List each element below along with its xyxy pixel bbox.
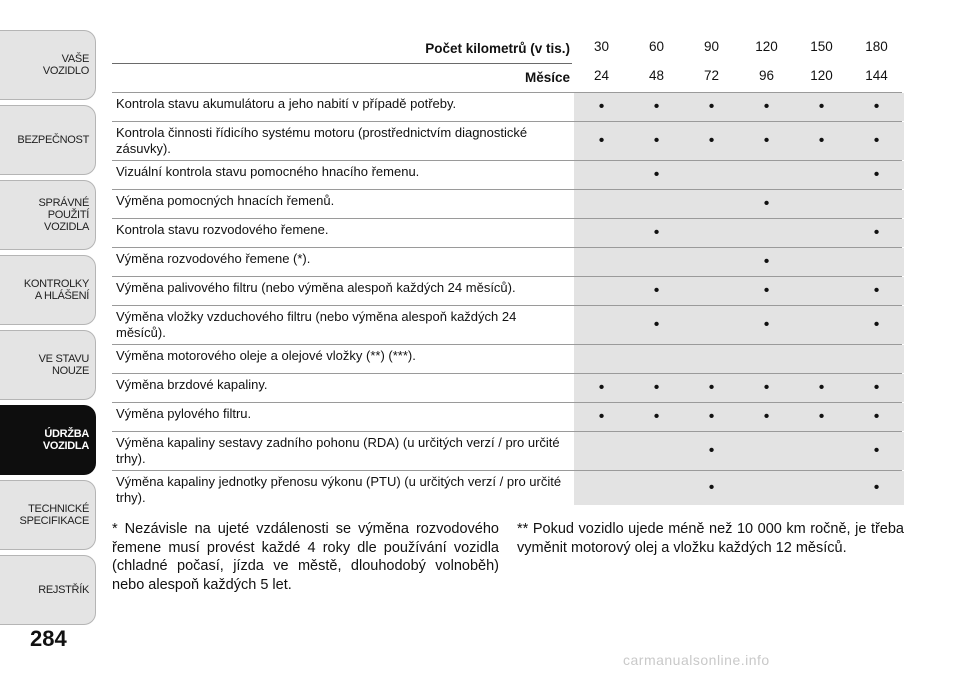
schedule-cell bbox=[574, 277, 629, 305]
schedule-cell bbox=[684, 345, 739, 373]
schedule-cell bbox=[794, 306, 849, 344]
table-body bbox=[112, 92, 902, 505]
months-header-label: Měsíce bbox=[524, 70, 570, 85]
schedule-cell bbox=[849, 248, 904, 276]
service-dot: • bbox=[708, 379, 715, 396]
schedule-cell bbox=[739, 93, 794, 121]
service-dot: • bbox=[598, 98, 605, 115]
schedule-cell bbox=[629, 93, 684, 121]
schedule-cell bbox=[629, 374, 684, 402]
table-row bbox=[112, 218, 902, 247]
schedule-cell bbox=[684, 374, 739, 402]
service-dot: • bbox=[708, 479, 715, 496]
month-value: 24 bbox=[593, 68, 610, 83]
row-label: Výměna kapaliny sestavy zadního pohonu (RDA) (u určitých verzí / pro určité trhy). bbox=[116, 435, 560, 466]
tab-kontrolky[interactable]: KONTROLKY A HLÁŠENÍ bbox=[0, 255, 96, 325]
month-value: 72 bbox=[703, 68, 720, 83]
service-dot: • bbox=[708, 98, 715, 115]
table-row bbox=[112, 344, 902, 373]
service-dot: • bbox=[598, 379, 605, 396]
row-label: Kontrola stavu rozvodového řemene. bbox=[116, 222, 329, 237]
schedule-cell bbox=[739, 432, 794, 470]
km-value: 30 bbox=[593, 39, 610, 54]
month-value: 120 bbox=[810, 68, 833, 83]
tab-ve-stavu-nouze[interactable]: VE STAVU NOUZE bbox=[0, 330, 96, 400]
tab-rejstrik[interactable]: REJSTŘÍK bbox=[0, 555, 96, 625]
service-dot: • bbox=[873, 479, 880, 496]
service-dot: • bbox=[763, 379, 770, 396]
service-dot: • bbox=[873, 224, 880, 241]
table-row bbox=[112, 373, 902, 402]
service-dot: • bbox=[873, 282, 880, 299]
service-dot: • bbox=[818, 132, 825, 149]
schedule-cell bbox=[629, 219, 684, 247]
schedule-cell bbox=[794, 93, 849, 121]
service-dot: • bbox=[873, 442, 880, 459]
row-label: Výměna palivového filtru (nebo výměna alespoň každých 24 měsíců). bbox=[116, 280, 516, 295]
row-label: Výměna pylového filtru. bbox=[116, 406, 252, 421]
service-dot: • bbox=[818, 408, 825, 425]
schedule-cell bbox=[849, 374, 904, 402]
schedule-cell bbox=[629, 345, 684, 373]
page-number: 284 bbox=[30, 626, 67, 651]
schedule-cell bbox=[849, 471, 904, 505]
km-value: 120 bbox=[755, 39, 778, 54]
schedule-cell bbox=[849, 219, 904, 247]
schedule-cell bbox=[629, 277, 684, 305]
schedule-cell bbox=[794, 374, 849, 402]
service-dot: • bbox=[763, 408, 770, 425]
schedule-cell bbox=[794, 277, 849, 305]
schedule-cell bbox=[574, 248, 629, 276]
watermark: carmanualsonline.info bbox=[623, 652, 770, 668]
service-dot: • bbox=[873, 316, 880, 333]
table-row bbox=[112, 160, 902, 189]
row-label: Výměna pomocných hnacích řemenů. bbox=[116, 193, 335, 208]
schedule-cell bbox=[574, 122, 629, 160]
schedule-cell bbox=[684, 432, 739, 470]
service-dot: • bbox=[818, 98, 825, 115]
table-row bbox=[112, 92, 902, 121]
schedule-cell bbox=[684, 471, 739, 505]
schedule-cell bbox=[794, 190, 849, 218]
schedule-cell bbox=[574, 345, 629, 373]
schedule-cell bbox=[794, 219, 849, 247]
service-dot: • bbox=[653, 282, 660, 299]
row-label: Kontrola činnosti řídicího systému motoru (prostřednictvím diagnostické zásuvky). bbox=[116, 125, 528, 156]
table-row bbox=[112, 470, 902, 505]
service-dot: • bbox=[873, 132, 880, 149]
tab-technicke-specifikace[interactable]: TECHNICKÉ SPECIFIKACE bbox=[0, 480, 96, 550]
tab-spravne-pouziti[interactable]: SPRÁVNÉ POUŽITÍ VOZIDLA bbox=[0, 180, 96, 250]
service-dot: • bbox=[873, 408, 880, 425]
service-dot: • bbox=[653, 224, 660, 241]
table-row bbox=[112, 431, 902, 470]
schedule-cell bbox=[684, 190, 739, 218]
schedule-cell bbox=[794, 248, 849, 276]
schedule-cell bbox=[849, 306, 904, 344]
service-dot: • bbox=[763, 316, 770, 333]
km-header-row bbox=[112, 34, 902, 63]
schedule-cell bbox=[629, 122, 684, 160]
service-dot: • bbox=[708, 442, 715, 459]
table-row bbox=[112, 276, 902, 305]
service-dot: • bbox=[818, 379, 825, 396]
schedule-cell bbox=[629, 161, 684, 189]
service-dot: • bbox=[873, 379, 880, 396]
table-row bbox=[112, 305, 902, 344]
km-value: 180 bbox=[865, 39, 888, 54]
service-dot: • bbox=[598, 408, 605, 425]
row-label: Výměna brzdové kapaliny. bbox=[116, 377, 268, 392]
km-header-label: Počet kilometrů (v tis.) bbox=[425, 41, 570, 56]
service-dot: • bbox=[708, 408, 715, 425]
schedule-cell bbox=[794, 471, 849, 505]
month-value: 144 bbox=[865, 68, 888, 83]
schedule-cell bbox=[629, 432, 684, 470]
service-dot: • bbox=[653, 132, 660, 149]
row-label: Vizuální kontrola stavu pomocného hnacího řemenu. bbox=[116, 164, 420, 179]
tab-udrzba-vozidla[interactable]: ÚDRŽBA VOZIDLA bbox=[0, 405, 96, 475]
schedule-cell bbox=[849, 345, 904, 373]
schedule-cell bbox=[684, 248, 739, 276]
schedule-cell bbox=[794, 161, 849, 189]
service-dot: • bbox=[873, 98, 880, 115]
schedule-cell bbox=[739, 190, 794, 218]
schedule-cell bbox=[739, 277, 794, 305]
service-dot: • bbox=[653, 316, 660, 333]
schedule-cell bbox=[849, 190, 904, 218]
schedule-cell bbox=[739, 471, 794, 505]
schedule-cell bbox=[739, 306, 794, 344]
schedule-cell bbox=[684, 219, 739, 247]
schedule-cell bbox=[849, 277, 904, 305]
schedule-cell bbox=[739, 403, 794, 431]
service-dot: • bbox=[598, 132, 605, 149]
row-label: Výměna rozvodového řemene (*). bbox=[116, 251, 311, 266]
row-label: Výměna motorového oleje a olejové vložky (**) (***). bbox=[116, 348, 416, 363]
note-timing-belt: * Nezávisle na ujeté vzdálenosti se výměna rozvodového řemene musí provést každé 4 roky dle používání vozidla (chladné počasí, jízda ve městě, dlouhodobý volnoběh) nebo alespoň každých 5 let. bbox=[112, 521, 499, 593]
schedule-cell bbox=[574, 219, 629, 247]
schedule-cell bbox=[739, 219, 794, 247]
schedule-cell bbox=[574, 161, 629, 189]
schedule-cell bbox=[849, 432, 904, 470]
schedule-cell bbox=[574, 306, 629, 344]
schedule-cell bbox=[684, 306, 739, 344]
schedule-cell bbox=[739, 122, 794, 160]
service-dot: • bbox=[763, 282, 770, 299]
row-label: Výměna kapaliny jednotky přenosu výkonu (PTU) (u určitých verzí / pro určité trhy). bbox=[116, 474, 562, 505]
service-dot: • bbox=[653, 379, 660, 396]
months-header-row bbox=[112, 63, 902, 92]
schedule-cell bbox=[794, 122, 849, 160]
service-dot: • bbox=[763, 98, 770, 115]
table-row bbox=[112, 121, 902, 160]
schedule-cell bbox=[629, 306, 684, 344]
schedule-cell bbox=[794, 403, 849, 431]
month-value: 96 bbox=[758, 68, 775, 83]
schedule-cell bbox=[684, 161, 739, 189]
schedule-cell bbox=[629, 403, 684, 431]
schedule-cell bbox=[684, 93, 739, 121]
tab-vase-vozidlo[interactable]: VAŠE VOZIDLO bbox=[0, 30, 96, 100]
schedule-cell bbox=[739, 374, 794, 402]
row-label: Výměna vložky vzduchového filtru (nebo výměna alespoň každých 24 měsíců). bbox=[116, 309, 517, 340]
tab-bezpecnost[interactable]: BEZPEČNOST bbox=[0, 105, 96, 175]
schedule-cell bbox=[739, 161, 794, 189]
service-dot: • bbox=[873, 166, 880, 183]
km-value: 150 bbox=[810, 39, 833, 54]
service-dot: • bbox=[763, 253, 770, 270]
table-row bbox=[112, 189, 902, 218]
schedule-cell bbox=[574, 374, 629, 402]
schedule-cell bbox=[684, 122, 739, 160]
schedule-cell bbox=[849, 403, 904, 431]
schedule-cell bbox=[574, 190, 629, 218]
row-label: Kontrola stavu akumulátoru a jeho nabití v případě potřeby. bbox=[116, 96, 457, 111]
service-dot: • bbox=[763, 195, 770, 212]
schedule-cell bbox=[794, 432, 849, 470]
maintenance-table bbox=[112, 34, 902, 505]
service-dot: • bbox=[763, 132, 770, 149]
schedule-cell bbox=[794, 345, 849, 373]
table-row bbox=[112, 402, 902, 431]
schedule-cell bbox=[684, 403, 739, 431]
schedule-cell bbox=[684, 277, 739, 305]
schedule-cell bbox=[849, 122, 904, 160]
service-dot: • bbox=[653, 408, 660, 425]
service-dot: • bbox=[708, 132, 715, 149]
schedule-cell bbox=[849, 93, 904, 121]
schedule-cell bbox=[574, 432, 629, 470]
schedule-cell bbox=[739, 248, 794, 276]
schedule-cell bbox=[574, 403, 629, 431]
service-dot: • bbox=[653, 98, 660, 115]
km-value: 90 bbox=[703, 39, 720, 54]
table-row bbox=[112, 247, 902, 276]
schedule-cell bbox=[574, 93, 629, 121]
km-value: 60 bbox=[648, 39, 665, 54]
note-oil-change: ** Pokud vozidlo ujede méně než 10 000 km ročně, je třeba vyměnit motorový olej a vložku každých 12 měsíců. bbox=[517, 521, 904, 556]
schedule-cell bbox=[629, 190, 684, 218]
service-dot: • bbox=[653, 166, 660, 183]
month-value: 48 bbox=[648, 68, 665, 83]
schedule-cell bbox=[574, 471, 629, 505]
schedule-cell bbox=[739, 345, 794, 373]
schedule-cell bbox=[629, 471, 684, 505]
schedule-cell bbox=[629, 248, 684, 276]
schedule-cell bbox=[849, 161, 904, 189]
